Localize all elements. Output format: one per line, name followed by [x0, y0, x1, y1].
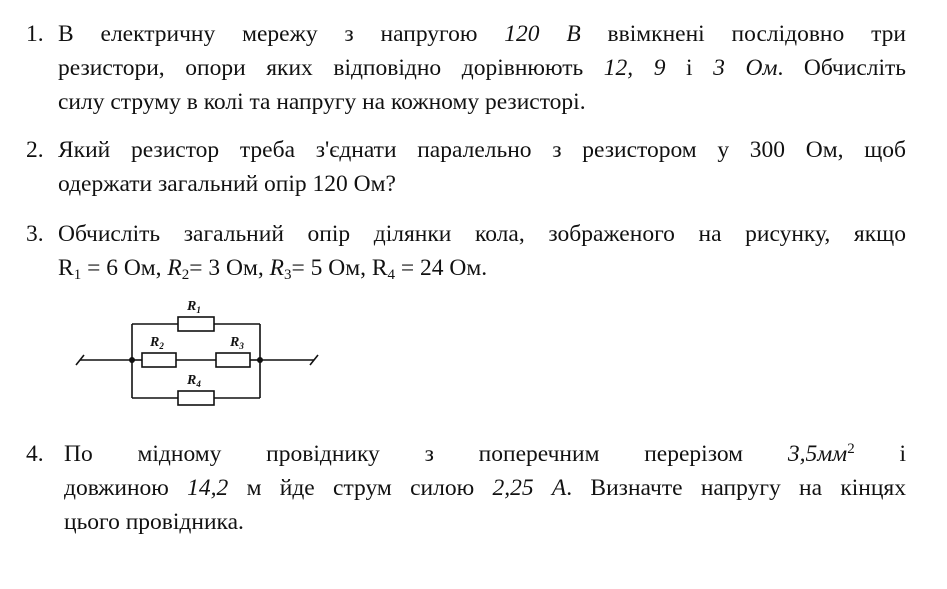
italic-value: 12, 9 [603, 55, 666, 81]
subscript: 1 [73, 267, 82, 283]
text-line: Який резистор треба з'єднати паралельно з резистором у 300 Ом, щоб [58, 137, 906, 163]
problem-text [58, 133, 906, 201]
text-line: резистори, опори яких відповідно дорівнюють 12, 9 і 3 Ом. Обчисліть [58, 55, 907, 81]
junction-right [257, 357, 263, 363]
italic-value: 2,25 А [492, 475, 567, 501]
problem-text [58, 217, 906, 285]
subscript: 3 [284, 267, 292, 283]
problem-number: 4. [26, 441, 44, 467]
italic-value: 14,2 [187, 475, 229, 501]
subscript: 4 [387, 267, 396, 283]
problem-number: 1. [26, 21, 44, 47]
italic-value: R [167, 255, 182, 281]
problem-number: 3. [26, 221, 44, 247]
text-line: В електричну мережу з напругою 120 В ввімкнені послідовно три [58, 21, 906, 47]
text-line: одержати загальний опір 120 Ом? [58, 171, 396, 197]
circuit-diagram [70, 290, 330, 410]
label-r2: $R_2$ [150, 335, 164, 351]
problem-3 [26, 217, 906, 285]
label-r1: $R_1$ [187, 299, 201, 315]
text-line: довжиною 14,2 м йде струм силою 2,25 А. Визначте напругу на кінцях [64, 475, 906, 501]
text-line: цього провідника. [64, 509, 244, 535]
italic-value: 120 В [504, 21, 581, 47]
problem-number: 2. [26, 137, 44, 163]
resistor-r4 [178, 391, 214, 405]
text-line: $R_1 = 6$ Ом, $R_2= 3$ Ом, $R_3= 5$ Ом, $R_4 = 24$ Ом. [58, 255, 488, 283]
text-line: силу струму в колі та напругу на кожному резисторі. [58, 89, 586, 115]
problem-text [64, 437, 906, 539]
subscript: 2 [181, 267, 190, 283]
problem-text [58, 17, 906, 119]
problem-4 [26, 437, 906, 539]
text-line: Обчисліть загальний опір ділянки кола, зображеного на рисунку, якщо [58, 221, 906, 247]
text-line: По мідному провіднику з поперечним перерізом $3,5мм^2$ і [64, 441, 907, 467]
label-r4: $R_4$ [187, 373, 201, 389]
junction-left [129, 357, 135, 363]
resistor-r1 [178, 317, 214, 331]
resistor-r2 [142, 353, 176, 367]
superscript: 2 [847, 441, 855, 457]
problem-2 [26, 133, 906, 201]
italic-value: 3,5мм [787, 441, 848, 467]
label-r3: $R_3$ [230, 335, 244, 351]
italic-value: R [269, 255, 284, 281]
problem-1 [26, 17, 906, 119]
resistor-r3 [216, 353, 250, 367]
italic-value: 3 Ом [713, 55, 778, 81]
